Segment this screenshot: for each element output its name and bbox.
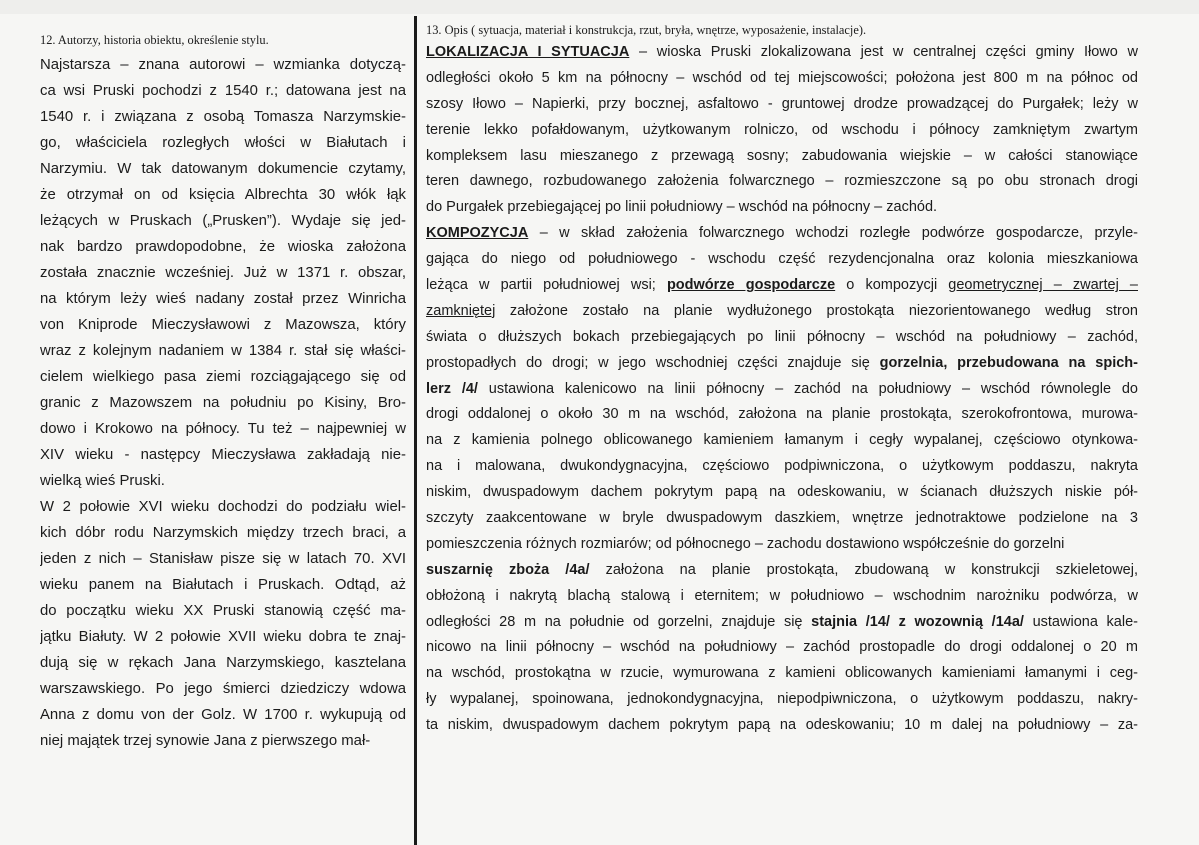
text-line: XIV wieku - następcy Mieczysława zakładają nie-	[40, 447, 406, 463]
text-segment: szczyty zaakcentowane w bryle dwuspadowym daszkiem, wnętrze jednotraktowe podzielone na 3	[426, 510, 1138, 527]
text-segment: ustawiona kale-	[1023, 613, 1138, 630]
bold-phrase: gorzelnia, przebudowana na spich-	[879, 354, 1138, 371]
text-line	[426, 428, 1138, 454]
text-line: jeden z nich – Stanisław pisze się w latach 70. XVI	[40, 551, 406, 567]
bold-phrase: podwórze gospodarcze	[666, 277, 836, 294]
text-segment: terenie lekko pofałdowanym, użytkowanym rolniczo, od wschodu i północy zamkniętym zwartym	[426, 121, 1138, 138]
text-line: warszawskiego. Po jego śmierci dziedziczy wdowa	[40, 681, 406, 697]
text-line: że otrzymał on od księcia Albrechta 30 włók łąk	[40, 187, 406, 203]
text-line: jątku Białuty. W 2 połowie XVII wieku dobra te znaj-	[40, 629, 406, 645]
text-segment: teren dawnego, rozbudowanego założenia folwarcznego – rozmieszczone są po obu stronach drogi	[426, 173, 1138, 190]
text-segment: na i malowana, dwukondygnacyjna, częściowo podpiwniczona, o użytkowym poddaszu, nakryta	[426, 458, 1138, 475]
text-line	[426, 351, 1138, 377]
history-text	[40, 52, 406, 754]
text-line	[426, 532, 1138, 558]
text-line: niej majątek trzej synowie Jana z pierwszego mał-	[40, 733, 371, 749]
text-line	[426, 247, 1138, 273]
text-line	[426, 144, 1138, 170]
text-line	[426, 377, 1138, 403]
underlined-phrase: geometrycznej – zwartej –	[948, 277, 1138, 294]
text-line	[426, 584, 1138, 610]
text-line: 1540 r. i związana z osobą Tomasza Narzymskie-	[40, 109, 406, 125]
right-column	[426, 22, 1138, 739]
text-line	[426, 92, 1138, 118]
text-line: Narzymiu. W tak datowanym dokumencie czytamy,	[40, 161, 406, 177]
text-line	[426, 221, 1138, 247]
text-line	[426, 402, 1138, 428]
description-text	[426, 40, 1138, 739]
text-segment: odległości 28 m na południe od gorzelni, znajduje się	[426, 613, 812, 630]
text-line: kich dóbr rodu Narzymskich między trzech braci, a	[40, 525, 406, 541]
page-top-edge	[0, 0, 1199, 14]
text-line	[426, 118, 1138, 144]
bold-phrase: lerz /4/	[426, 380, 478, 397]
text-line: wielką wieś Pruski.	[40, 473, 165, 489]
text-line: wraz z kolejnym nadaniem w 1384 r. stał się właści-	[40, 343, 406, 359]
text-line: ca wsi Pruski pochodzi z 1540 r.; datowana jest na	[40, 83, 406, 99]
text-segment: założone zostało na planie wydłużonego prostokąta niezorientowanego według stron	[495, 302, 1138, 319]
text-segment: odległości około 5 km na północny – wschód od tej miejscowości; położona jest 800 m na północ od	[426, 69, 1138, 86]
text-segment: niskim, dwuspadowym dachem pokrytym papą na odeskowaniu, w ścianach dłuższych niskie pół-	[426, 484, 1138, 501]
text-line	[426, 687, 1138, 713]
text-line	[426, 558, 1138, 584]
text-segment: – w skład założenia folwarcznego wchodzi rozległe podwórze gospodarcze, przyle-	[528, 225, 1138, 242]
text-line	[426, 713, 1138, 739]
text-segment: szosy Iłowo – Napierki, przy bocznej, asfaltowo - gruntowej drodze prowadzącej do Purgałek; leży w	[426, 95, 1138, 112]
text-segment: obłożoną i nakrytą blachą stalową i eternitem; w południowo – wschodnim narożniku podwórza, w	[426, 587, 1138, 604]
text-line	[426, 480, 1138, 506]
text-line: wieku panem na Białutach i Pruskach. Odtąd, aż	[40, 577, 406, 593]
text-segment: na wschód, prostokątna w rzucie, wymurowana z kamieni oblicowanych kamieniami łamanymi i ceg-	[426, 665, 1138, 682]
text-segment: nicowo na linii północny – wschód na południowy – zachód prostopadle do drogi oddalonej o 20 m	[426, 639, 1138, 656]
text-segment: do Purgałek przebiegającej po linii południowy – wschód na północny – zachód.	[426, 199, 938, 216]
text-segment: o kompozycji	[835, 277, 949, 294]
text-line	[426, 169, 1138, 195]
text-line	[426, 40, 1138, 66]
text-line: na którym leży wieś nadany został przez Winricha	[40, 291, 406, 307]
text-line: cielem wielkiego pasa ziemi rozciągającego się od	[40, 369, 406, 385]
text-line: nak bardzo prawdopodobne, że wioska założona	[40, 239, 406, 255]
text-line: von Kniprode Mieczysławowi z Mazowsza, który	[40, 317, 406, 333]
text-line: dowo i Krokowo na północy. Tu też – najpewniej w	[40, 421, 406, 437]
text-segment: ły wypalanej, spoinowana, jednokondygnacyjna, niepodpiwniczona, o użytkowym poddaszu, nakry-	[426, 691, 1138, 708]
text-line	[426, 66, 1138, 92]
bold-phrase: stajnia /14/ z wozownią /14a/	[811, 613, 1024, 630]
text-line	[426, 661, 1138, 687]
text-line	[426, 299, 1138, 325]
text-line: W 2 połowie XVI wieku dochodzi do podziału wiel-	[40, 499, 406, 515]
section-heading-history: 12. Autorzy, historia obiektu, określenie stylu.	[40, 33, 269, 47]
text-segment: drogi oddalonej o około 30 m na wschód, założona na planie prostokąta, szerokofrontowa, murowa-	[426, 406, 1138, 423]
bold-phrase: LOKALIZACJA I SYTUACJA	[426, 44, 630, 60]
text-segment: prostopadłych do drogi; w jego wschodniej części znajduje się	[426, 354, 880, 371]
text-line: go, właściciela rozległych włości w Białutach i	[40, 135, 406, 151]
text-segment: pomieszczenia różnych rozmiarów; od północnego – zachodu dostawiono współcześnie do gorzelni	[426, 535, 1065, 552]
text-line: została znacznie wcześniej. Już w 1371 r. obszar,	[40, 265, 406, 281]
text-line	[426, 610, 1138, 636]
text-line	[426, 454, 1138, 480]
bold-phrase: suszarnię zboża /4a/	[426, 561, 590, 578]
text-line	[426, 273, 1138, 299]
text-line	[426, 635, 1138, 661]
text-line	[426, 506, 1138, 532]
text-line: Najstarsza – znana autorowi – wzmianka dotyczą-	[40, 57, 406, 73]
text-line	[426, 195, 1138, 221]
text-segment: kompleksem lasu mieszanego z przewagą sosny; zabudowania wiejskie – w całości stanowiące	[426, 147, 1138, 164]
text-line	[426, 325, 1138, 351]
column-divider	[414, 16, 417, 845]
text-segment: ustawiona kalenicowo na linii północny – zachód na południowy – wschód równolegle do	[477, 380, 1138, 397]
text-segment: założona na planie prostokąta, zbudowaną w konstrukcji szkieletowej,	[589, 561, 1138, 578]
text-line: granic z Mazowszem na południu po Kisiny, Bro-	[40, 395, 406, 411]
text-line: do początku wieku XX Pruski stanowią część ma-	[40, 603, 406, 619]
text-segment: – wioska Pruski zlokalizowana jest w centralnej części gminy Iłowo w	[629, 44, 1138, 60]
bold-phrase: KOMPOZYCJA	[426, 225, 529, 242]
underlined-phrase: zamkniętej	[426, 302, 496, 319]
text-segment: leżąca w partii południowej wsi;	[426, 277, 667, 294]
text-line: Anna z domu von der Golz. W 1700 r. wykupują od	[40, 707, 406, 723]
left-column	[40, 32, 406, 754]
text-segment: na z kamienia polnego oblicowanego kamieniem łamanym i cegły wypalanej, częściowo otynkowa-	[426, 432, 1138, 449]
text-segment: ta niskim, dwuspadowym dachem pokrytym papą na odeskowaniu; 10 m dalej na południowy – za-	[426, 717, 1138, 734]
text-segment: gająca do niego od południowego - wschodu część rezydencjonalna oraz kolonia mieszkaniowa	[426, 251, 1138, 268]
text-line: leżących w Pruskach („Prusken”). Wydaje się jed-	[40, 213, 406, 229]
section-heading-description: 13. Opis ( sytuacja, materiał i konstrukcja, rzut, bryła, wnętrze, wyposażenie, instalacje).	[426, 23, 867, 37]
text-line: dują się w rękach Jana Narzymskiego, kasztelana	[40, 655, 406, 671]
text-segment: świata o dłuższych bokach przebiegających po linii północny – wschód na południowy – zachód,	[426, 328, 1138, 345]
